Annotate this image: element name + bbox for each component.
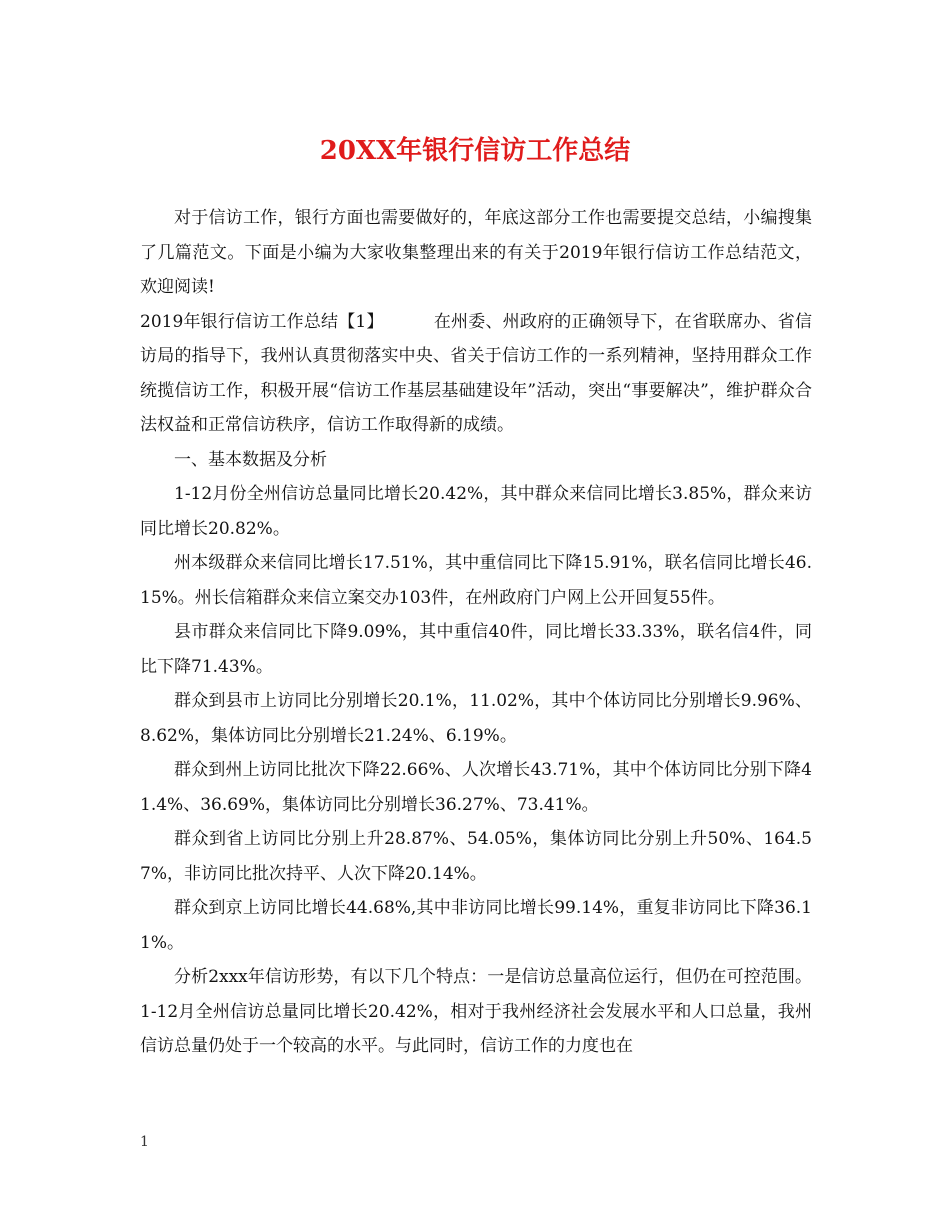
section-paragraph bbox=[140, 305, 812, 443]
intro-paragraph: 对于信访工作，银行方面也需要做好的，年底这部分工作也需要提交总结，小编搜集了几篇范文。下面是小编为大家收集整理出来的有关于2019年银行信访工作总结范文，欢迎阅读! bbox=[140, 208, 812, 297]
body-paragraph: 州本级群众来信同比增长17.51%，其中重信同比下降15.91%，联名信同比增长46.15%。州长信箱群众来信立案交办103件，在州政府门户网上公开回复55件。 bbox=[140, 553, 812, 608]
body-paragraph: 群众到省上访同比分别上升28.87%、54.05%，集体访同比分别上升50%、164.57%，非访同比批次持平、人次下降20.14%。 bbox=[140, 829, 812, 884]
body-paragraph: 1-12月份全州信访总量同比增长20.42%，其中群众来信同比增长3.85%，群众来访同比增长20.82%。 bbox=[140, 484, 812, 539]
body-paragraph: 群众到州上访同比批次下降22.66%、人次增长43.71%，其中个体访同比分别下降41.4%、36.69%，集体访同比分别增长36.27%、73.41%。 bbox=[140, 760, 812, 815]
body-paragraph: 分析2xxx年信访形势，有以下几个特点：一是信访总量高位运行，但仍在可控范围。1-12月全州信访总量同比增长20.42%，相对于我州经济社会发展水平和人口总量，我州信访总量仍处于一个较高的水平。与此同时，信访工作的力度也在 bbox=[140, 967, 812, 1056]
body-paragraph: 群众到县市上访同比分别增长20.1%，11.02%，其中个体访同比分别增长9.96%、8.62%，集体访同比分别增长21.24%、6.19%。 bbox=[140, 691, 812, 746]
section-heading: 2019年银行信访工作总结【1】 bbox=[140, 311, 384, 332]
document-title: 20XX年银行信访工作总结 bbox=[319, 136, 631, 166]
section-intro: 在州委、州政府的正确领导下，在省联席办、省信访局的指导下，我州认真贯彻落实中央、省关于信访工作的一系列精神，坚持用群众工作统揽信访工作，积极开展“信访工作基层基础建设年”活动，突出“事要解决”，维护群众合法权益和正常信访秩序，信访工作取得新的成绩。 bbox=[140, 311, 812, 435]
body-paragraph: 群众到京上访同比增长44.68%,其中非访同比增长99.14%，重复非访同比下降36.11%。 bbox=[140, 898, 812, 953]
document-body bbox=[140, 201, 812, 1064]
page-number: 1 bbox=[140, 1134, 149, 1150]
subheading: 一、基本数据及分析 bbox=[174, 449, 327, 470]
body-paragraph: 县市群众来信同比下降9.09%，其中重信40件，同比增长33.33%，联名信4件，同比下降71.43%。 bbox=[140, 622, 812, 677]
